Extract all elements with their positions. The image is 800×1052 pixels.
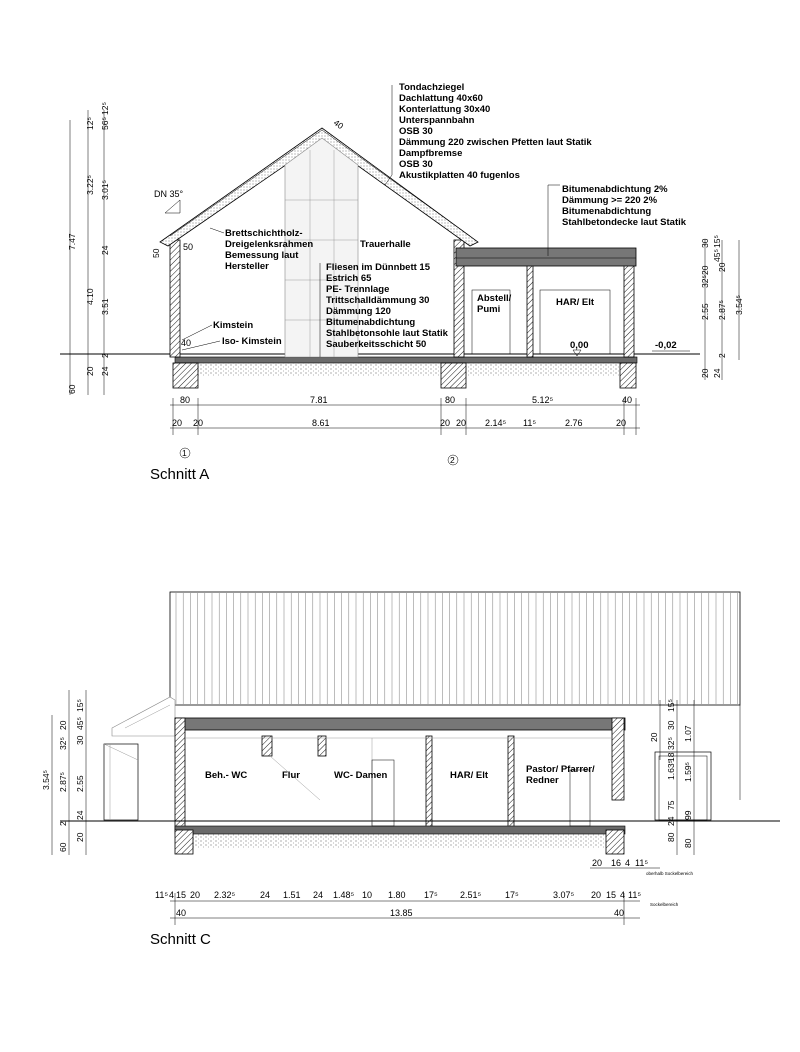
dims-bottom-a — [170, 395, 640, 435]
dim-row1-c: 3.07⁵ — [553, 890, 575, 900]
room-label-flur: Flur — [282, 770, 300, 781]
exterior-door-left — [104, 744, 138, 820]
dim-row2: 2.76 — [565, 418, 583, 428]
dim-left-c: 2.55 — [75, 775, 85, 792]
floor-layer: Trittschalldämmung 30 — [326, 295, 430, 306]
dim-row1-c: 17⁵ — [424, 890, 438, 900]
section-c-title: Schnitt C — [150, 931, 211, 948]
dim-left: 2 — [100, 353, 110, 358]
dim-row1-c: 11⁵ — [628, 890, 642, 900]
dim-left: 12⁵ — [85, 117, 95, 130]
room-label-beh-wc: Beh.- WC — [205, 770, 248, 781]
roof-layer: Unterspannbahn — [399, 115, 475, 126]
frame-note-line: Hersteller — [225, 261, 269, 272]
dim-row2-c: 40 — [614, 908, 625, 918]
dim-row2: 20 — [616, 418, 627, 428]
floor-layer: PE- Trennlage — [326, 284, 390, 295]
eave-dim-50: 50 — [151, 248, 161, 258]
roof-layer: Akustikplatten 40 fugenlos — [399, 170, 520, 181]
dim-row2: 20 — [456, 418, 467, 428]
dims-bottom-c — [155, 890, 641, 925]
dim-right-c: 15⁵ — [666, 699, 676, 712]
dim-right: 3.54⁵ — [734, 294, 744, 315]
dim-right-c: 80 — [683, 838, 693, 848]
dim-row2: 20 — [172, 418, 183, 428]
dim-left-c: 45⁵ — [75, 717, 85, 730]
dim-row1-c: 15 — [176, 890, 187, 900]
roof-layer: OSB 30 — [399, 159, 433, 170]
dim-left: 20 — [85, 366, 95, 376]
floor-layer: Estrich 65 — [326, 273, 372, 284]
dim-left-c: 2 — [58, 821, 68, 826]
frame-note-line: Brettschichtholz- — [225, 228, 303, 239]
dim-right: 45⁵ — [712, 249, 722, 262]
level-outside: -0,02 — [655, 340, 677, 351]
roof-layer: Dampfbremse — [399, 148, 463, 159]
dim-left: 4.10 — [85, 288, 95, 305]
dim-right: 32⁵ — [700, 275, 710, 288]
dim-right-c: 30 — [666, 720, 676, 730]
roof-layer: Dachlattung 40x60 — [399, 93, 483, 104]
room-label-pumi: Pumi — [477, 304, 501, 315]
flat-roof-layer: Dämmung >= 220 2% — [562, 195, 658, 206]
partition-wall-c — [508, 736, 514, 828]
floor-layer: Fliesen im Dünnbett 15 — [326, 262, 430, 273]
dim-row1-c: 20 — [591, 890, 602, 900]
room-label-har-elt: HAR/ Elt — [556, 297, 594, 308]
dim-row1-c: 24 — [260, 890, 271, 900]
dim-row1: 5.12⁵ — [532, 395, 554, 405]
dims-left-a — [67, 102, 110, 395]
dim-right-c: 1.59⁵ — [683, 761, 693, 782]
iso-kimstein-label: Iso- Kimstein — [222, 336, 282, 347]
dim-small-c: 11⁵ — [635, 858, 649, 868]
flat-roof-layer: Stahlbetondecke laut Statik — [562, 217, 687, 228]
dim-left-c: 2.87⁵ — [58, 771, 68, 792]
foundation-right — [620, 363, 636, 388]
foundation-left — [173, 363, 198, 388]
dim-right-c: 24 — [666, 816, 676, 826]
roof-layer: Tondachziegel — [399, 82, 465, 93]
dim-right-c: 75 — [666, 800, 676, 810]
room-label-har-elt-c: HAR/ Elt — [450, 770, 488, 781]
flat-roof-layer: Bitumenabdichtung 2% — [562, 184, 668, 195]
dims-right-a — [700, 235, 744, 380]
floor-slab-c — [175, 826, 625, 834]
dim-right-c: 18 — [666, 752, 676, 762]
dim-right: 2.55 — [700, 303, 710, 320]
floor-layer: Dämmung 120 — [326, 306, 391, 317]
dim-row2: 11⁵ — [523, 418, 537, 428]
section-c — [41, 592, 780, 948]
dim-row1-c: 2.32⁵ — [214, 890, 236, 900]
axis-marker-1: 1 — [182, 448, 187, 458]
dim-right-c: 1.07 — [683, 725, 693, 742]
level-floor: 0,00 — [570, 340, 589, 351]
dim-row1: 80 — [180, 395, 191, 405]
dim-small-c: 4 — [625, 858, 631, 868]
dim-right-c: 32⁵ — [666, 737, 676, 750]
wall-left-c — [175, 718, 185, 830]
note-sockel: Sockelbereich — [650, 902, 679, 907]
dim-row1: 80 — [445, 395, 456, 405]
dim-right: 20 — [717, 262, 727, 272]
dim-row1-c: 17⁵ — [505, 890, 519, 900]
flat-roof-layer: Bitumenabdichtung — [562, 206, 652, 217]
roof-layer: OSB 30 — [399, 126, 433, 137]
note-oberhalb: oberhalb Sockelbereich — [646, 871, 694, 876]
dim-left-c: 20 — [75, 832, 85, 842]
dim-row1-c: 15 — [606, 890, 617, 900]
dim-left-c: 3.54⁵ — [41, 769, 51, 790]
dims-left-c — [41, 690, 86, 855]
foundation-right-c — [606, 830, 624, 854]
frame-note-line: Dreigelenksrahmen — [225, 239, 314, 250]
room-label-wc-damen: WC- Damen — [334, 770, 388, 781]
roof-layer-callout — [385, 82, 592, 185]
foundation-middle — [441, 363, 466, 388]
dim-row1-c: 1.80 — [388, 890, 406, 900]
wall-right-c — [612, 718, 624, 800]
dim-row2: 8.61 — [312, 418, 330, 428]
sub-base-gravel — [175, 362, 637, 376]
section-a — [60, 82, 744, 483]
dim-row1-c: 24 — [313, 890, 324, 900]
dim-row2-c: 40 — [176, 908, 187, 918]
flat-roof-c — [175, 718, 625, 730]
floor-layer: Sauberkeitsschicht 50 — [326, 339, 427, 350]
dim-small-c: 20 — [592, 858, 603, 868]
flat-roof — [456, 248, 636, 266]
dim-right-c: 80 — [666, 832, 676, 842]
dim-right-c: 99 — [683, 810, 693, 820]
dim-40-label: 40 — [181, 338, 192, 348]
dim-row1: 7.81 — [310, 395, 328, 405]
flat-roof-callout — [548, 184, 687, 256]
floor-slab — [175, 357, 637, 363]
axis-markers-a — [180, 448, 458, 465]
floor-layer: Bitumenabdichtung — [326, 317, 416, 328]
dim-row2: 20 — [193, 418, 204, 428]
sub-base-gravel-c — [185, 834, 615, 848]
dim-left: 24 — [100, 366, 110, 376]
dim-row1-c: 4 — [620, 890, 626, 900]
roof-layer: Dämmung 220 zwischen Pfetten laut Statik — [399, 137, 592, 148]
dim-row2: 20 — [440, 418, 451, 428]
dim-row1-c: 1.51 — [283, 890, 301, 900]
dim-left: 60 — [67, 384, 77, 394]
dim-right: 30 — [700, 238, 710, 248]
dim-left: 3.01⁵ — [100, 179, 110, 200]
frame-note-line: Bemessung laut — [225, 250, 299, 261]
partition-wall-c — [426, 736, 432, 828]
dim-left-c: 32⁵ — [58, 737, 68, 750]
room-label-trauerhalle: Trauerhalle — [360, 239, 411, 250]
dim-left-c: 24 — [75, 810, 85, 820]
dim-row1: 40 — [622, 395, 633, 405]
lintel — [318, 736, 326, 756]
wall-left — [170, 240, 180, 357]
dim-left-c: 30 — [75, 735, 85, 745]
dim-right: 20 — [700, 368, 710, 378]
dim-right: 15⁵ — [712, 235, 722, 248]
dim-row2: 2.14⁵ — [485, 418, 507, 428]
dim-row1-c: 2.51⁵ — [460, 890, 482, 900]
dim-right: 24 — [712, 368, 722, 378]
dim-left: 3.22⁵ — [85, 174, 95, 195]
roof-thickness-label: 40 — [331, 117, 346, 132]
dim-small-c: 16 — [611, 858, 622, 868]
dim-row2-c: 13.85 — [390, 908, 413, 918]
floor-layer: Stahlbetonsohle laut Statik — [326, 328, 448, 339]
dim-right-c: 1.63⁵ — [666, 759, 676, 780]
dim-left-c: 20 — [58, 720, 68, 730]
dim-right-c: 20 — [649, 732, 659, 742]
dim-left: 7.47 — [67, 233, 77, 250]
dim-right: 2 — [717, 353, 727, 358]
kimstein-label: Kimstein — [213, 320, 254, 331]
dim-left: 24 — [100, 245, 110, 255]
partition-wall — [527, 265, 533, 357]
axis-marker-2: 2 — [450, 455, 455, 465]
foundation-left-c — [175, 830, 193, 854]
room-label-redner: Redner — [526, 775, 559, 786]
dim-left-c: 15⁵ — [75, 699, 85, 712]
dim-row1-c: 1.48⁵ — [333, 890, 355, 900]
dim-row1-c: 20 — [190, 890, 201, 900]
roof-elevation — [170, 592, 740, 705]
dim-row1-c: 4 — [169, 890, 175, 900]
dim-row1-c: 10 — [362, 890, 373, 900]
dim-50-label: 50 — [183, 242, 194, 252]
dim-row1-c: 11⁵ — [155, 890, 169, 900]
dim-left-c: 60 — [58, 842, 68, 852]
roof-pitch-label: DN 35° — [154, 189, 184, 199]
room-label-pastor: Pastor/ Pfarrer/ — [526, 764, 595, 775]
entrance-canopy — [112, 697, 175, 736]
wall-right — [624, 255, 634, 357]
dim-right: 20 — [700, 265, 710, 275]
floor-layer-callout — [320, 262, 449, 357]
dim-right: 2.87⁵ — [717, 299, 727, 320]
lintel — [262, 736, 272, 756]
section-a-title: Schnitt A — [150, 466, 210, 483]
roof-layer: Konterlattung 30x40 — [399, 104, 491, 115]
dim-left: 56⁵ — [100, 117, 110, 130]
door-pastor — [570, 770, 590, 826]
dim-left: 3.51 — [100, 298, 110, 315]
room-label-abstell: Abstell/ — [477, 293, 512, 304]
dim-left: 12⁵ — [100, 102, 110, 115]
